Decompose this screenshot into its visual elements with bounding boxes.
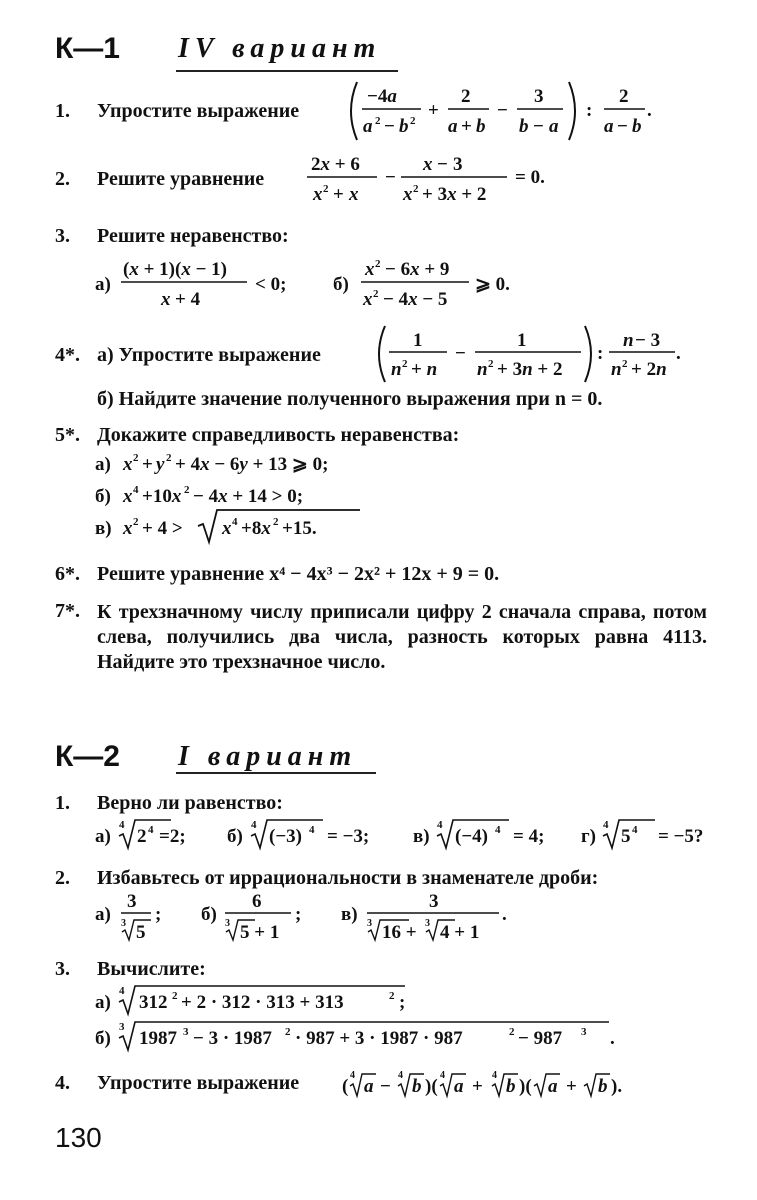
task-expression (373, 322, 693, 391)
variant-title-k2: I вариант (178, 741, 358, 772)
svg-text:− 3 · 1987: − 3 · 1987 (193, 1028, 272, 1049)
svg-text:b: b (632, 116, 642, 137)
svg-text:2: 2 (389, 990, 395, 1002)
svg-text:+ 4x − 6y + 13 ⩾ 0;: + 4x − 6y + 13 ⩾ 0; (175, 454, 329, 475)
svg-text:n: n (611, 359, 622, 380)
svg-text:+: + (566, 1076, 577, 1097)
svg-text:а): а) (95, 274, 111, 295)
svg-text:+: + (333, 184, 344, 205)
svg-text:4: 4 (495, 824, 501, 836)
task-text: Вычислите: (97, 958, 206, 980)
task-expression (95, 888, 535, 951)
task-number: 3. (55, 958, 70, 980)
variant-title-k1: IV вариант (178, 33, 382, 64)
svg-text:3: 3 (225, 918, 230, 929)
title-underline (176, 70, 398, 72)
svg-text:4: 4 (603, 819, 609, 831)
svg-text:a: a (454, 1076, 464, 1097)
svg-text:−: − (533, 116, 544, 137)
svg-text:в): в) (341, 904, 358, 925)
svg-text:;: ; (399, 992, 406, 1013)
task-text: Решите уравнение x⁴ − 4x³ − 2x² + 12x + 9 = 0. (97, 563, 500, 585)
svg-text:+ 3x + 2: + 3x + 2 (422, 184, 487, 205)
task-text: Решите уравнение (97, 168, 265, 190)
task-number: 4*. (55, 344, 80, 366)
task-text: К трехзначному числу приписали цифру 2 сначала справа, потом слева, получились два числа, разность которых равна 4113. Найдите это трехзначное число. (97, 601, 707, 673)
svg-text:+15.: +15. (282, 518, 317, 539)
svg-text:− 3: − 3 (635, 330, 661, 351)
svg-text:2: 2 (375, 258, 381, 270)
svg-text:2: 2 (461, 86, 471, 107)
task-text: Докажите справедливость неравенства: (97, 424, 460, 446)
svg-text:3: 3 (121, 918, 126, 929)
svg-text:+8x: +8x (241, 518, 271, 539)
svg-text::: : (586, 100, 593, 121)
svg-text:3: 3 (183, 1026, 189, 1038)
svg-text:5 + 1: 5 + 1 (240, 922, 280, 943)
svg-text:−: − (455, 343, 466, 364)
svg-text:16 +: 16 + (382, 922, 417, 943)
svg-text:= −5?: = −5? (658, 826, 704, 847)
task-expression (95, 980, 635, 1065)
svg-text:б): б) (95, 1028, 111, 1049)
svg-text:− 4x + 14 > 0;: − 4x + 14 > 0; (193, 486, 304, 507)
svg-text:= −3;: = −3; (327, 826, 370, 847)
svg-text:3: 3 (367, 918, 372, 929)
section-label-k2: К—2 (55, 740, 120, 773)
svg-text:a: a (548, 1076, 558, 1097)
svg-text:4: 4 (398, 1070, 403, 1081)
svg-text:x: x (123, 454, 133, 475)
svg-text:2: 2 (509, 1026, 515, 1038)
task-number: 2. (55, 867, 70, 889)
svg-text:⩾ 0.: ⩾ 0. (475, 274, 510, 295)
svg-text:a: a (604, 116, 614, 137)
svg-text:b: b (412, 1076, 422, 1097)
svg-text::: : (597, 343, 604, 364)
svg-text:б): б) (333, 274, 349, 295)
svg-text:a: a (363, 116, 373, 137)
svg-text:.: . (610, 1028, 615, 1049)
svg-text:4: 4 (350, 1070, 355, 1081)
svg-text:312: 312 (139, 992, 168, 1013)
formula-k2-3 (95, 980, 635, 1060)
svg-text:)(: )( (519, 1076, 532, 1097)
formula-3 (95, 254, 525, 314)
svg-text:б): б) (227, 826, 243, 847)
svg-text:б): б) (95, 486, 111, 507)
svg-text:2: 2 (619, 86, 629, 107)
svg-text:2: 2 (285, 1026, 291, 1038)
formula-1 (345, 78, 665, 144)
svg-text:· 987 + 3 · 1987 · 987: · 987 + 3 · 1987 · 987 (295, 1028, 463, 1049)
svg-text:(x + 1)(x − 1): (x + 1)(x − 1) (123, 259, 227, 280)
svg-text:б): б) (201, 904, 217, 925)
task-expression (342, 1062, 672, 1107)
svg-text:;: ; (155, 904, 162, 925)
svg-text:4: 4 (232, 516, 238, 528)
task-text: Избавьтесь от иррациональности в знаменателе дроби: (97, 867, 599, 889)
svg-text:b: b (519, 116, 529, 137)
svg-text:a: a (549, 116, 559, 137)
svg-text:5: 5 (136, 922, 146, 943)
svg-text:3: 3 (119, 1021, 125, 1033)
task-number: 5*. (55, 424, 80, 446)
svg-text:.: . (502, 904, 507, 925)
svg-text:x: x (123, 518, 133, 539)
svg-text:4: 4 (492, 1070, 497, 1081)
svg-text:4 + 1: 4 + 1 (440, 922, 480, 943)
svg-text:+: + (142, 454, 153, 475)
svg-text:= 4;: = 4; (513, 826, 545, 847)
svg-text:− 987: − 987 (518, 1028, 563, 1049)
svg-text:2: 2 (133, 452, 139, 464)
svg-text:4: 4 (119, 985, 125, 997)
svg-text:4: 4 (309, 824, 315, 836)
svg-text:b: b (476, 116, 486, 137)
task-number: 4. (55, 1072, 70, 1094)
svg-text:а): а) (95, 992, 111, 1013)
task-number: 1. (55, 100, 70, 122)
task-number: 6*. (55, 563, 80, 585)
svg-text:x: x (313, 184, 323, 205)
svg-text:4: 4 (148, 824, 154, 836)
svg-text:= 0.: = 0. (515, 167, 545, 188)
svg-text:− 4x − 5: − 4x − 5 (383, 289, 448, 310)
svg-text:г): г) (581, 826, 596, 847)
svg-text:3: 3 (429, 891, 439, 912)
page-number: 130 (55, 1122, 102, 1153)
svg-text:+10x: +10x (142, 486, 182, 507)
task-number: 1. (55, 792, 70, 814)
svg-text:+ 4: + 4 (175, 289, 201, 310)
task-text: Упростите выражение (97, 1072, 300, 1094)
svg-text:;: ; (295, 904, 302, 925)
svg-text:+ 2 · 312 · 313 + 313: + 2 · 312 · 313 + 313 (181, 992, 344, 1013)
svg-text:=2;: =2; (159, 826, 186, 847)
task-number: 7*. (55, 600, 80, 622)
svg-text:3: 3 (534, 86, 544, 107)
svg-text:а): а) (95, 826, 111, 847)
svg-text:−: − (384, 116, 395, 137)
formula-4 (373, 322, 693, 386)
svg-text:−: − (380, 1076, 391, 1097)
svg-text:2: 2 (184, 484, 190, 496)
svg-text:1987: 1987 (139, 1028, 177, 1049)
task-expression (95, 814, 715, 859)
formula-k2-4 (342, 1062, 672, 1102)
svg-text:+: + (428, 100, 439, 121)
section-label-k1: К—1 (55, 32, 120, 65)
svg-text:+ n: + n (411, 359, 438, 380)
svg-text:4: 4 (632, 824, 638, 836)
svg-text:x: x (349, 184, 359, 205)
task-expression (95, 448, 395, 553)
svg-text:1: 1 (517, 330, 527, 351)
svg-text:x: x (423, 154, 433, 175)
svg-text:.: . (676, 343, 681, 364)
svg-text:.: . (647, 100, 652, 121)
svg-text:b: b (399, 116, 409, 137)
svg-text:2: 2 (137, 826, 147, 847)
svg-text:+ 2n: + 2n (631, 359, 667, 380)
svg-text:3: 3 (425, 918, 430, 929)
formula-k2-2 (95, 888, 535, 946)
svg-text:+ 4 >: + 4 > (142, 518, 183, 539)
svg-text:4: 4 (119, 819, 125, 831)
svg-text:4: 4 (133, 484, 139, 496)
svg-text:b: b (506, 1076, 516, 1097)
task-subitem: б) Найдите значение полученного выражения при n = 0. (97, 388, 603, 410)
svg-text:(−4): (−4) (455, 826, 488, 847)
svg-text:a: a (448, 116, 458, 137)
svg-text:3: 3 (127, 891, 137, 912)
task-expression (95, 254, 525, 319)
svg-text:2: 2 (375, 115, 381, 127)
svg-text:−: − (497, 100, 508, 121)
svg-text:2: 2 (273, 516, 279, 528)
svg-text:−: − (385, 167, 396, 188)
svg-text:2: 2 (133, 516, 139, 528)
task-expression (305, 150, 565, 213)
svg-text:< 0;: < 0; (255, 274, 287, 295)
svg-text:(−3): (−3) (269, 826, 302, 847)
svg-text:y: y (156, 454, 165, 475)
svg-text:2: 2 (488, 358, 494, 370)
svg-text:5: 5 (621, 826, 631, 847)
svg-text:x: x (365, 259, 375, 280)
svg-text:(: ( (342, 1076, 349, 1097)
svg-text:x: x (363, 289, 373, 310)
formula-k2-1 (95, 814, 715, 854)
svg-text:3: 3 (581, 1026, 587, 1038)
svg-text:a: a (364, 1076, 374, 1097)
svg-text:x: x (403, 184, 413, 205)
formula-5 (95, 448, 395, 548)
svg-text:−: − (617, 116, 628, 137)
svg-text:3: 3 (453, 154, 463, 175)
title-underline (176, 772, 376, 774)
svg-text:2x + 6: 2x + 6 (311, 154, 360, 175)
svg-text:+: + (461, 116, 472, 137)
svg-text:2: 2 (410, 115, 416, 127)
task-expression (345, 78, 665, 149)
svg-text:+: + (472, 1076, 483, 1097)
svg-text:4: 4 (251, 819, 257, 831)
svg-text:2: 2 (413, 183, 419, 195)
task-text: Верно ли равенство: (97, 792, 283, 814)
svg-text:4: 4 (440, 1070, 445, 1081)
svg-text:).: ). (611, 1076, 623, 1097)
svg-text:−4a: −4a (367, 86, 397, 107)
svg-text:а): а) (95, 904, 111, 925)
svg-text:2: 2 (373, 288, 379, 300)
svg-text:b: b (598, 1076, 608, 1097)
task-text: а) Упростите выражение (97, 344, 321, 366)
svg-text:2: 2 (166, 452, 172, 464)
svg-text:x: x (161, 289, 171, 310)
svg-text:)(: )( (425, 1076, 438, 1097)
svg-text:n: n (477, 359, 488, 380)
svg-text:+ 3n + 2: + 3n + 2 (497, 359, 563, 380)
svg-text:2: 2 (172, 990, 178, 1002)
task-number: 2. (55, 168, 70, 190)
svg-text:а): а) (95, 454, 111, 475)
svg-text:n: n (623, 330, 634, 351)
svg-text:в): в) (95, 518, 112, 539)
svg-text:x: x (222, 518, 232, 539)
svg-text:−: − (437, 154, 448, 175)
svg-text:2: 2 (622, 358, 628, 370)
svg-text:− 6x + 9: − 6x + 9 (385, 259, 450, 280)
svg-text:2: 2 (323, 183, 329, 195)
svg-text:2: 2 (402, 358, 408, 370)
svg-text:x: x (123, 486, 133, 507)
svg-text:в): в) (413, 826, 430, 847)
formula-2 (305, 150, 565, 208)
svg-text:n: n (391, 359, 402, 380)
svg-text:6: 6 (252, 891, 262, 912)
task-text: Упростите выражение (97, 100, 300, 122)
task-number: 3. (55, 225, 70, 247)
task-text: Решите неравенство: (97, 225, 289, 247)
svg-text:1: 1 (413, 330, 423, 351)
svg-text:4: 4 (437, 819, 443, 831)
